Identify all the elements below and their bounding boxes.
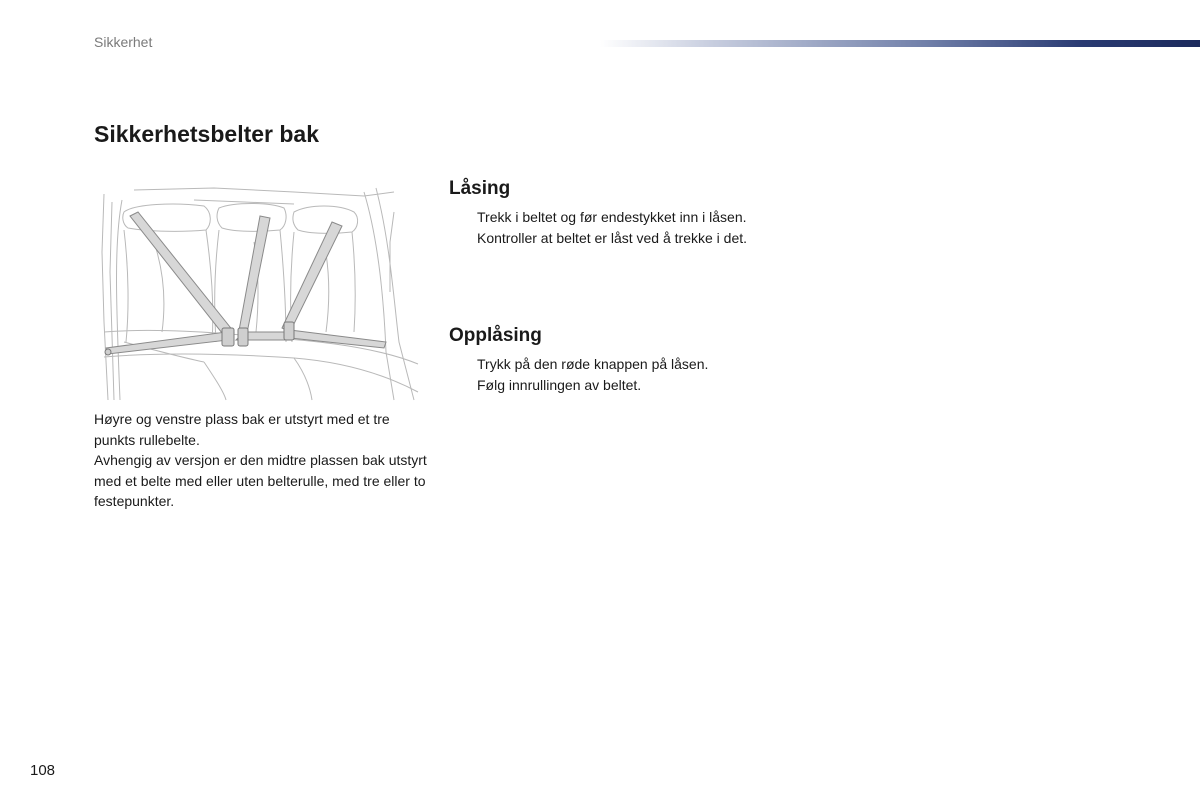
rear-seat-belts-illustration [94, 182, 424, 402]
list-item-text: Trekk i beltet og før endestykket inn i låsen. [477, 209, 747, 225]
list-item-text: Følg innrullingen av beltet. [477, 376, 642, 393]
list-item [449, 228, 747, 249]
unlocking-list [449, 354, 708, 395]
page-title: Sikkerhetsbelter bak [94, 121, 320, 147]
list-item [449, 354, 708, 375]
locking-heading: Låsing [449, 178, 511, 199]
list-item [449, 375, 708, 396]
list-item-text: Trykk på den røde knappen på låsen. [477, 356, 709, 372]
list-item [449, 207, 747, 228]
unlocking-heading: Opplåsing [449, 325, 542, 346]
caption-paragraph-2: Avhengig av versjon er den midtre plassen bak utstyrt med et belte med eller uten belterulle, med tre eller to festepunkter. [94, 452, 427, 509]
list-item-text: Kontroller at beltet er låst ved å trekke i det. [477, 229, 748, 246]
locking-list [449, 207, 747, 248]
section-header-label: Sikkerhet [94, 34, 153, 50]
illustration-caption [94, 409, 429, 512]
header-decoration-bar [600, 40, 1200, 47]
page-number: 108 [30, 762, 56, 779]
caption-paragraph-1: Høyre og venstre plass bak er utstyrt med et tre punkts rullebelte. [94, 411, 390, 448]
